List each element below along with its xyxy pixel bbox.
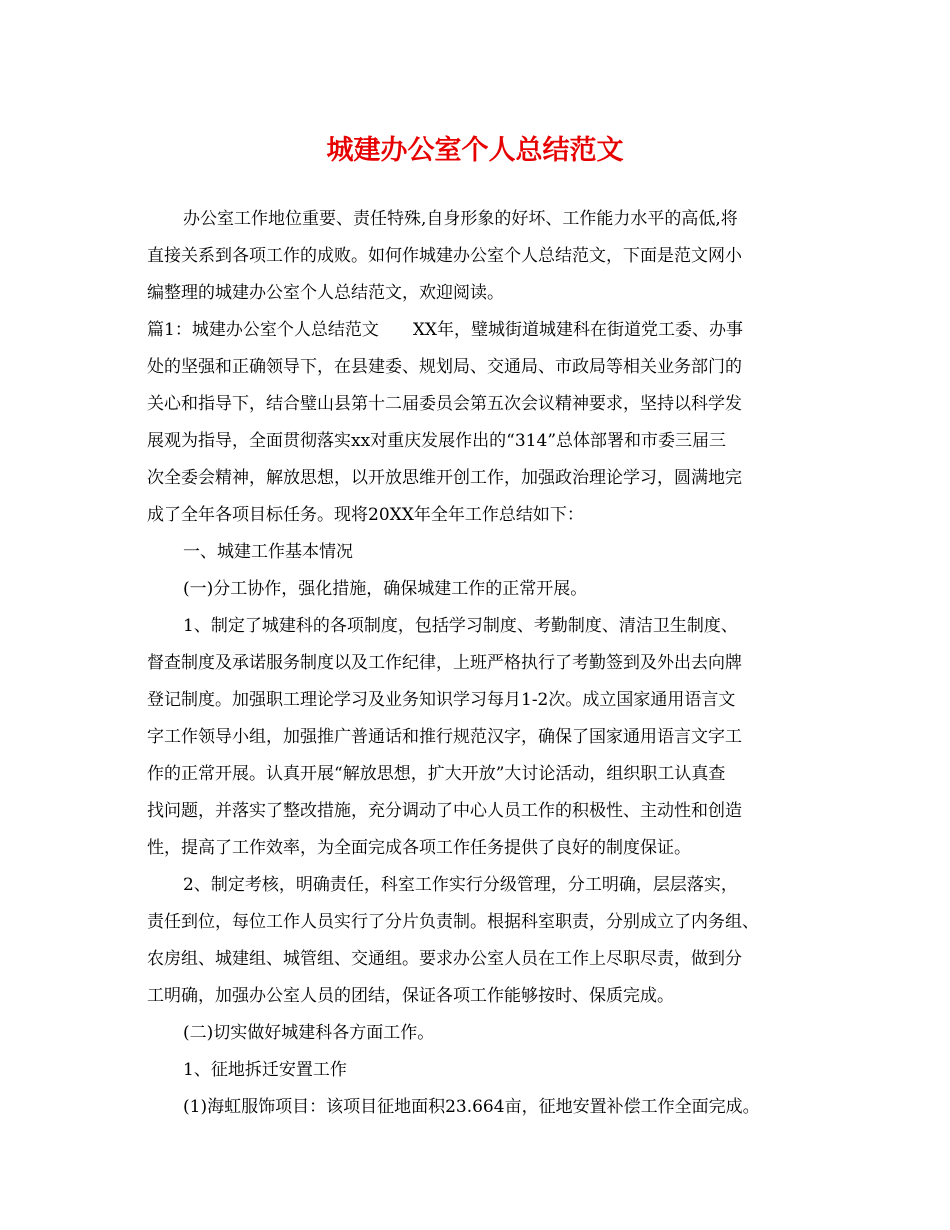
paragraph-line: 工明确，加强办公室人员的团结，保证各项工作能够按时、保质完成。 — [147, 986, 674, 1006]
subsection-heading: (二)切实做好城建科各方面工作。 — [183, 1023, 435, 1043]
paragraph-line: 农房组、城建组、城管组、交通组。要求办公室人员在工作上尽职尽责，做到分 — [147, 949, 742, 969]
paragraph-line: 督查制度及承诺服务制度以及工作纪律，上班严格执行了考勤签到及外出去向牌 — [147, 653, 742, 673]
item-heading: 1、征地拆迁安置工作 — [183, 1060, 347, 1080]
section-heading: 一、城建工作基本情况 — [183, 542, 353, 562]
paragraph-line: 1、制定了城建科的各项制度，包括学习制度、考勤制度、清洁卫生制度、 — [183, 616, 738, 636]
paragraph-line: 作的正常开展。认真开展“解放思想，扩大开放”大讨论活动，组织职工认真查 — [147, 764, 726, 784]
paragraph-line: 登记制度。加强职工理论学习及业务知识学习每月1-2次。成立国家通用语言文 — [147, 690, 736, 710]
paragraph-line: 字工作领导小组，加强推广普通话和推行规范汉字，确保了国家通用语言文字工 — [147, 727, 742, 747]
paragraph-line: 办公室工作地位重要、责任特殊,自身形象的好坏、工作能力水平的高低,将 — [183, 209, 738, 229]
paragraph-line: 编整理的城建办公室个人总结范文，欢迎阅读。 — [147, 283, 504, 303]
paragraph-line: 篇1：城建办公室个人总结范文 XX年，璧城街道城建科在街道党工委、办事 — [147, 320, 744, 340]
paragraph-line: 次全委会精神，解放思想，以开放思维开创工作，加强政治理论学习，圆满地完 — [147, 468, 742, 488]
subsection-heading: (一)分工协作，强化措施，确保城建工作的正常开展。 — [183, 579, 588, 599]
paragraph-line: 性，提高了工作效率，为全面完成各项工作任务提供了良好的制度保证。 — [147, 838, 691, 858]
document-title: 城建办公室个人总结范文 — [326, 135, 624, 166]
paragraph-line: 责任到位，每位工作人员实行了分片负责制。根据科室职责，分别成立了内务组、 — [147, 912, 759, 932]
paragraph-line: 处的坚强和正确领导下，在县建委、规划局、交通局、市政局等相关业务部门的 — [147, 357, 742, 377]
paragraph-line: 2、制定考核，明确责任，科室工作实行分级管理，分工明确，层层落实， — [183, 875, 738, 895]
paragraph-line: 直接关系到各项工作的成败。如何作城建办公室个人总结范文，下面是范文网小 — [147, 246, 742, 266]
paragraph-line: (1)海虹服饰项目：该项目征地面积23.664亩，征地安置补偿工作全面完成。 — [183, 1097, 760, 1117]
paragraph-line: 成了全年各项目标任务。现将20XX年全年工作总结如下： — [147, 505, 584, 525]
paragraph-line: 找问题，并落实了整改措施，充分调动了中心人员工作的积极性、主动性和创造 — [147, 801, 742, 821]
paragraph-line: 关心和指导下，结合璧山县第十二届委员会第五次会议精神要求，坚持以科学发 — [147, 394, 742, 414]
paragraph-line: 展观为指导，全面贯彻落实xx对重庆发展作出的“314”总体部署和市委三届三 — [147, 431, 727, 451]
